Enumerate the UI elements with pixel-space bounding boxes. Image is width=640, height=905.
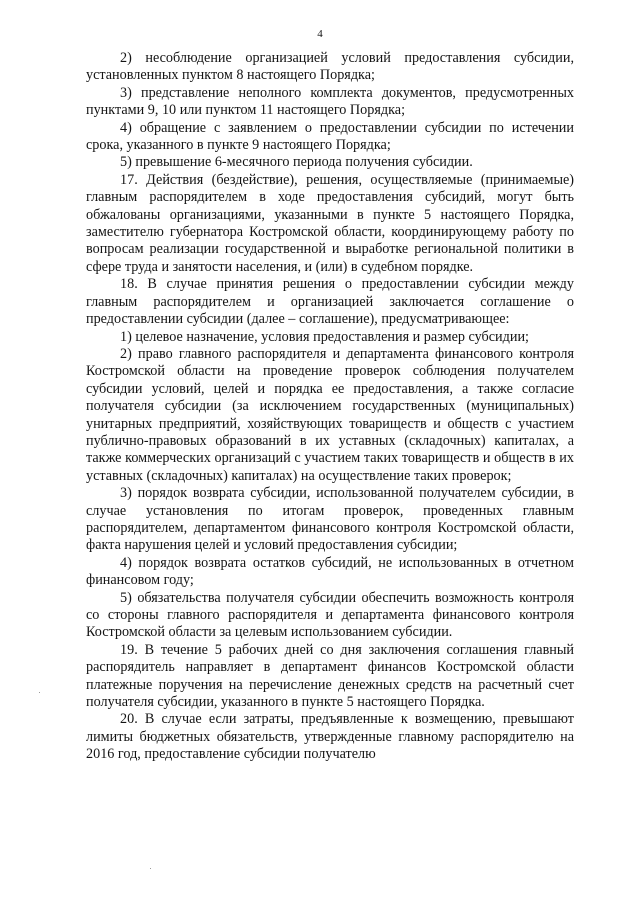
paragraph-item-4: 4) обращение с заявлением о предоставлении субсидии по истечении срока, указанного в пункте 9 настоящего Порядка; <box>86 119 574 154</box>
page-number: 4 <box>317 28 323 40</box>
paragraph-item-2: 2) несоблюдение организацией условий предоставления субсидии, установленных пунктом 8 настоящего Порядка; <box>86 50 574 84</box>
scan-speck <box>39 692 40 693</box>
paragraph-17: 17. Действия (бездействие), решения, осуществляемые (принимаемые) главным распорядителем в ходе предоставления субсидий, могут быть обжалованы организациями, указанными в пункте 5 настоящего Порядка, заместителю губернатора Костромской области, координирующему работу по вопросам реализации государственной и выработке региональной политики в сфере труда и занятости населения, и (или) в судебном порядке. <box>86 171 574 275</box>
paragraph-18: 18. В случае принятия решения о предоставлении субсидии между главным распорядителем и организацией заключается соглашение о предоставлении субсидии (далее – соглашение), предусматривающее: <box>86 276 574 328</box>
paragraph-19: 19. В течение 5 рабочих дней со дня заключения соглашения главный распорядитель направляет в департамент финансов Костромской области платежные поручения на перечисление денежных средств на расчетный счет получателя субсидии, указанного в пункте 5 настоящего Порядка. <box>86 641 574 711</box>
paragraph-18-item-2: 2) право главного распорядителя и департамента финансового контроля Костромской области на проведение проверок соблюдения получателем субсидии условий, целей и порядка ее предоставления, а также согласие получателя субсидии (за исключением государственных (муниципальных) унитарных предприятий, хозяйствующих товариществ и обществ с участием публично-правовых образований в их уставных (складочных) капиталах, а также коммерческих организаций с участием таких товариществ и обществ в их уставных (складочных) капиталах) на осуществление таких проверок; <box>86 345 574 484</box>
scan-speck <box>150 868 151 869</box>
paragraph-18-item-3: 3) порядок возврата субсидии, использованной получателем субсидии, в случае установления по итогам проверок, проведенных главным распорядителем, департаментом финансового контроля Костромской области, факта нарушения целей и условий предоставления субсидии; <box>86 485 574 554</box>
paragraph-18-item-1: 1) целевое назначение, условия предоставления и размер субсидии; <box>120 328 529 345</box>
document-body <box>86 50 574 764</box>
paragraph-item-3: 3) представление неполного комплекта документов, предусмотренных пунктами 9, 10 или пунктом 11 настоящего Порядка; <box>86 84 574 119</box>
paragraph-item-5: 5) превышение 6-месячного периода получения субсидии. <box>120 154 473 171</box>
paragraph-20: 20. В случае если затраты, предъявленные к возмещению, превышают лимиты бюджетных обязательств, утвержденные главному распорядителю на 2016 год, предоставление субсидии получателю <box>86 711 574 763</box>
paragraph-18-item-4: 4) порядок возврата остатков субсидий, не использованных в отчетном финансовом году; <box>86 554 574 589</box>
paragraph-18-item-5: 5) обязательства получателя субсидии обеспечить возможность контроля со стороны главного распорядителя и департамента финансового контроля Костромской области за целевым использованием субсидии. <box>86 589 574 641</box>
